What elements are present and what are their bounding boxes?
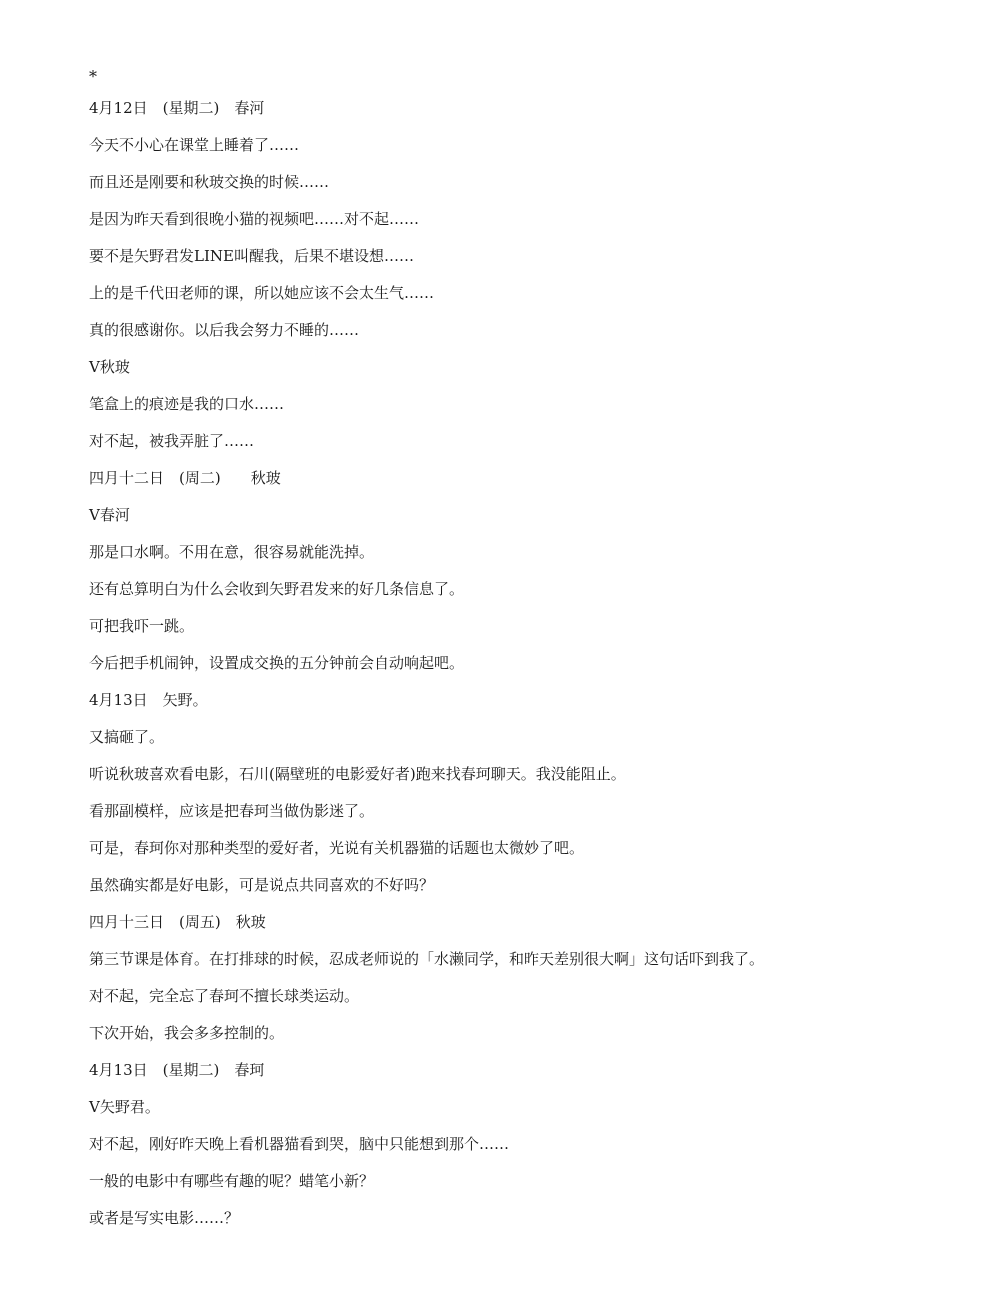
text-line: 可是，春珂你对那种类型的爱好者，光说有关机器猫的话题也太微妙了吧。 <box>89 839 585 857</box>
text-line: 笔盒上的痕迹是我的口水…… <box>89 395 285 413</box>
text-line: 一般的电影中有哪些有趣的呢？蜡笔小新？ <box>89 1172 375 1190</box>
text-line: 对不起，被我弄脏了…… <box>89 432 255 450</box>
addressee-line: V秋玻 <box>89 358 130 376</box>
entry-heading: 4月12日 (星期二) 春河 <box>89 99 265 117</box>
text-line: 听说秋玻喜欢看电影，石川(隔壁班的电影爱好者)跑来找春珂聊天。我没能阻止。 <box>89 765 626 783</box>
addressee-line: V春河 <box>89 506 130 524</box>
entry-heading: 4月13日 (星期二) 春珂 <box>89 1061 265 1079</box>
text-line: 要不是矢野君发LINE叫醒我，后果不堪设想…… <box>89 247 414 265</box>
text-line: 上的是千代田老师的课，所以她应该不会太生气…… <box>89 284 435 302</box>
text-line: 是因为昨天看到很晚小猫的视频吧……对不起…… <box>89 210 420 228</box>
text-line: 第三节课是体育。在打排球的时候，忍成老师说的「水濑同学，和昨天差别很大啊」这句话吓到我了。 <box>89 950 765 968</box>
text-line: 而且还是刚要和秋玻交换的时候…… <box>89 173 330 191</box>
text-line: 对不起，完全忘了春珂不擅长球类运动。 <box>89 987 360 1005</box>
document-page <box>89 66 969 1244</box>
entry-heading: 四月十二日 (周二) 秋玻 <box>89 469 281 487</box>
text-line: 又搞砸了。 <box>89 728 165 746</box>
entry-heading: 4月13日 矢野。 <box>89 691 208 709</box>
text-line: 那是口水啊。不用在意，很容易就能洗掉。 <box>89 543 375 561</box>
text-line: 虽然确实都是好电影，可是说点共同喜欢的不好吗？ <box>89 876 435 894</box>
text-line: 或者是写实电影……？ <box>89 1209 240 1227</box>
addressee-line: V矢野君。 <box>89 1098 160 1116</box>
entry-heading: 四月十三日 (周五) 秋玻 <box>89 913 266 931</box>
text-line: 还有总算明白为什么会收到矢野君发来的好几条信息了。 <box>89 580 465 598</box>
text-line: 看那副模样，应该是把春珂当做伪影迷了。 <box>89 802 375 820</box>
section-marker: * <box>89 67 97 86</box>
text-line: 下次开始，我会多多控制的。 <box>89 1024 285 1042</box>
text-line: 真的很感谢你。以后我会努力不睡的…… <box>89 321 360 339</box>
text-line: 对不起，刚好昨天晚上看机器猫看到哭，脑中只能想到那个…… <box>89 1135 510 1153</box>
text-line: 可把我吓一跳。 <box>89 617 195 635</box>
text-line: 今后把手机闹钟，设置成交换的五分钟前会自动响起吧。 <box>89 654 465 672</box>
text-line: 今天不小心在课堂上睡着了…… <box>89 136 300 154</box>
